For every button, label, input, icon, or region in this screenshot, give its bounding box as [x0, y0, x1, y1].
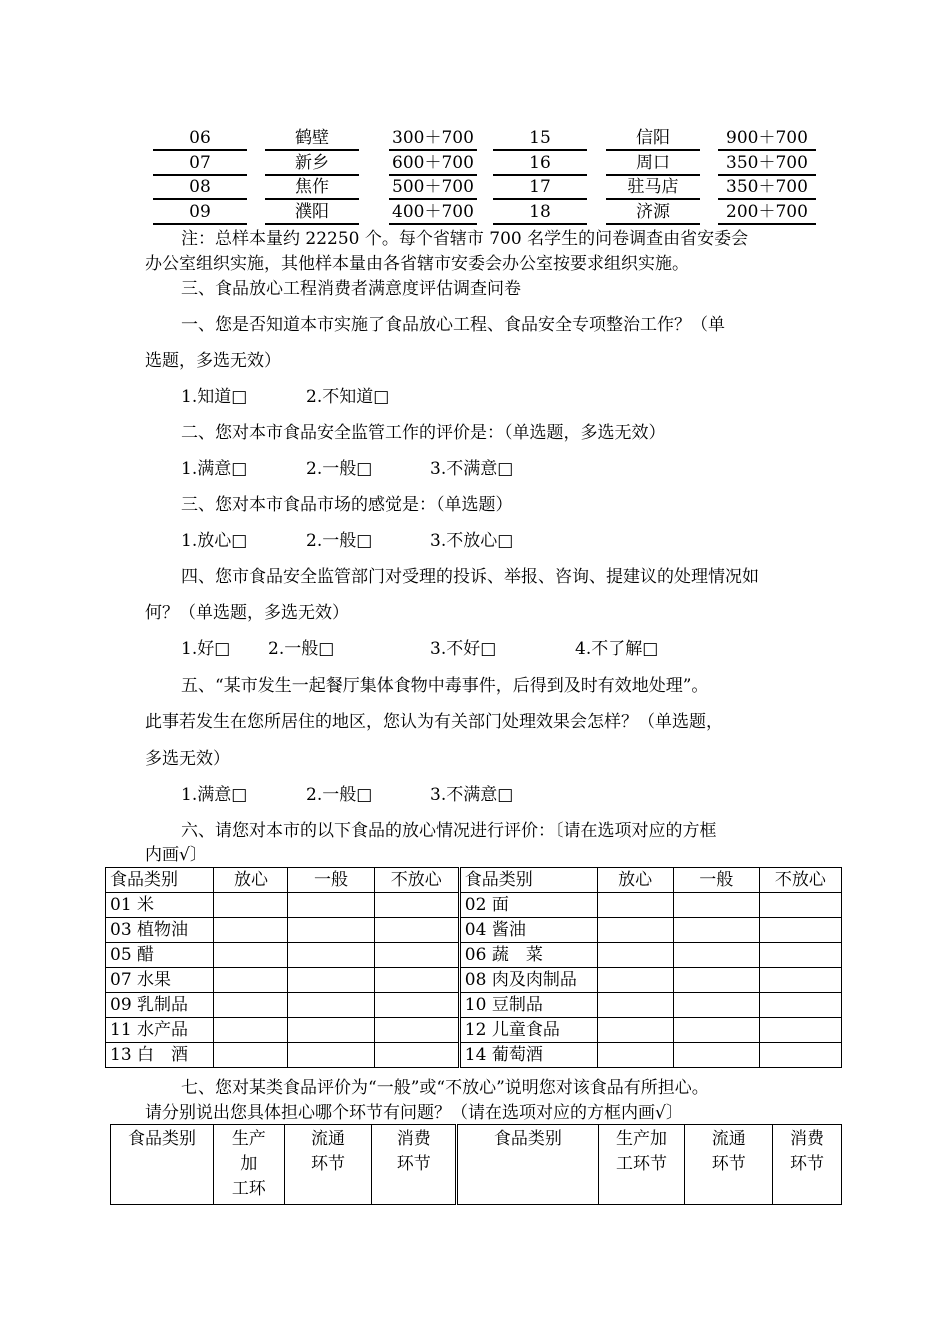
- food-category-cell: 05 醋: [106, 943, 214, 968]
- food-category-cell: 03 植物油: [106, 918, 214, 943]
- column-header: 流通 环节: [284, 1125, 372, 1205]
- rating-checkbox-cell[interactable]: [288, 918, 374, 943]
- column-header: 生产加 工环节: [598, 1125, 685, 1205]
- food-category-cell: 12 儿童食品: [459, 1018, 597, 1043]
- sample-table-cell: 驻马店: [606, 176, 700, 200]
- column-header: 生产 加 工环: [213, 1125, 284, 1205]
- table-header-row: [111, 1125, 842, 1205]
- question-2-option-3[interactable]: 3.不满意□: [430, 459, 514, 479]
- sample-table-cell: 06: [153, 127, 247, 151]
- question-7-line-1: 七、您对某类食品评价为“一般”或“不放心”说明您对该食品有所担心。: [181, 1078, 709, 1098]
- column-header: 一般: [288, 868, 374, 893]
- column-header: 食品类别: [106, 868, 214, 893]
- rating-checkbox-cell[interactable]: [374, 1018, 459, 1043]
- table-row: [106, 968, 842, 993]
- question-3-option-2[interactable]: 2.一般□: [306, 531, 373, 551]
- rating-checkbox-cell[interactable]: [759, 893, 841, 918]
- question-2: 二、您对本市食品安全监管工作的评价是：（单选题，多选无效）: [181, 423, 666, 443]
- question-6-line-1: 六、请您对本市的以下食品的放心情况进行评价：〔请在选项对应的方框: [181, 821, 717, 841]
- rating-checkbox-cell[interactable]: [673, 918, 759, 943]
- sample-table-cell: 濮阳: [265, 201, 359, 225]
- table-row: [106, 1043, 842, 1068]
- question-4-option-2[interactable]: 2.一般□: [268, 639, 335, 659]
- question-5-option-2[interactable]: 2.一般□: [306, 785, 373, 805]
- concern-stage-table: [110, 1124, 842, 1205]
- rating-checkbox-cell[interactable]: [288, 1018, 374, 1043]
- rating-checkbox-cell[interactable]: [597, 1018, 673, 1043]
- question-1-line-2: 选题，多选无效）: [145, 351, 281, 371]
- rating-checkbox-cell[interactable]: [597, 893, 673, 918]
- rating-checkbox-cell[interactable]: [288, 1043, 374, 1068]
- food-category-cell: 10 豆制品: [459, 993, 597, 1018]
- sample-table-cell: 08: [153, 176, 247, 200]
- question-5-line-2: 此事若发生在您所居住的地区，您认为有关部门处理效果会怎样？（单选题，: [145, 712, 723, 732]
- rating-checkbox-cell[interactable]: [597, 1043, 673, 1068]
- rating-checkbox-cell[interactable]: [374, 893, 459, 918]
- sample-table-cell: 18: [493, 201, 587, 225]
- rating-checkbox-cell[interactable]: [288, 943, 374, 968]
- column-header: 食品类别: [457, 1125, 598, 1205]
- rating-checkbox-cell[interactable]: [597, 918, 673, 943]
- sample-table-cell: 09: [153, 201, 247, 225]
- rating-checkbox-cell[interactable]: [673, 993, 759, 1018]
- question-6-line-2: 内画√〕: [145, 845, 207, 865]
- column-header: 消费 环节: [773, 1125, 842, 1205]
- sample-table-cell: 焦作: [265, 176, 359, 200]
- column-header: 流通 环节: [685, 1125, 773, 1205]
- rating-checkbox-cell[interactable]: [673, 893, 759, 918]
- food-category-cell: 07 水果: [106, 968, 214, 993]
- question-5-option-3[interactable]: 3.不满意□: [430, 785, 514, 805]
- question-4-option-4[interactable]: 4.不了解□: [575, 639, 659, 659]
- question-1-line-1: 一、您是否知道本市实施了食品放心工程、食品安全专项整治工作？（单: [181, 315, 725, 335]
- question-5-line-3: 多选无效）: [145, 749, 230, 769]
- question-1-option-1[interactable]: 1.知道□: [181, 387, 248, 407]
- food-category-cell: 06 蔬 菜: [459, 943, 597, 968]
- rating-checkbox-cell[interactable]: [214, 893, 288, 918]
- question-3-option-3[interactable]: 3.不放心□: [430, 531, 514, 551]
- rating-checkbox-cell[interactable]: [673, 943, 759, 968]
- question-4-line-2: 何？（单选题，多选无效）: [145, 603, 349, 623]
- column-header: 食品类别: [111, 1125, 214, 1205]
- table-row: [106, 943, 842, 968]
- sample-table-cell: 400＋700: [389, 201, 477, 225]
- sample-table-cell: 济源: [606, 201, 700, 225]
- food-category-cell: 13 白 酒: [106, 1043, 214, 1068]
- sample-table-cell: 16: [493, 152, 587, 176]
- sample-table-cell: 350＋700: [718, 152, 816, 176]
- rating-checkbox-cell[interactable]: [288, 893, 374, 918]
- column-header: 不放心: [759, 868, 841, 893]
- column-header: 不放心: [374, 868, 459, 893]
- food-category-cell: 09 乳制品: [106, 993, 214, 1018]
- sample-table-cell: 600＋700: [389, 152, 477, 176]
- food-category-cell: 04 酱油: [459, 918, 597, 943]
- rating-checkbox-cell[interactable]: [597, 943, 673, 968]
- rating-checkbox-cell[interactable]: [214, 968, 288, 993]
- question-2-option-2[interactable]: 2.一般□: [306, 459, 373, 479]
- rating-checkbox-cell[interactable]: [597, 968, 673, 993]
- sample-table-cell: 15: [493, 127, 587, 151]
- rating-checkbox-cell[interactable]: [759, 1043, 841, 1068]
- rating-checkbox-cell[interactable]: [759, 943, 841, 968]
- sample-table-cell: 新乡: [265, 152, 359, 176]
- section-title: 三、食品放心工程消费者满意度评估调查问卷: [181, 279, 521, 299]
- rating-checkbox-cell[interactable]: [374, 943, 459, 968]
- question-3-option-1[interactable]: 1.放心□: [181, 531, 248, 551]
- sample-table-cell: 17: [493, 176, 587, 200]
- question-3: 三、您对本市食品市场的感觉是：（单选题）: [181, 495, 513, 515]
- sample-table-cell: 周口: [606, 152, 700, 176]
- sample-table-cell: 900＋700: [718, 127, 816, 151]
- food-category-cell: 08 肉及肉制品: [459, 968, 597, 993]
- question-1-option-2[interactable]: 2.不知道□: [306, 387, 390, 407]
- sample-table-cell: 鹤壁: [265, 127, 359, 151]
- column-header: 食品类别: [459, 868, 597, 893]
- food-category-cell: 01 米: [106, 893, 214, 918]
- rating-checkbox-cell[interactable]: [759, 968, 841, 993]
- question-4-option-1[interactable]: 1.好□: [181, 639, 231, 659]
- rating-checkbox-cell[interactable]: [673, 1018, 759, 1043]
- rating-checkbox-cell[interactable]: [759, 918, 841, 943]
- rating-checkbox-cell[interactable]: [288, 993, 374, 1018]
- rating-checkbox-cell[interactable]: [673, 968, 759, 993]
- rating-checkbox-cell[interactable]: [374, 1043, 459, 1068]
- food-category-cell: 11 水产品: [106, 1018, 214, 1043]
- question-5-line-1: 五、“某市发生一起餐厅集体食物中毒事件，后得到及时有效地处理”。: [181, 676, 709, 696]
- question-5-option-1[interactable]: 1.满意□: [181, 785, 248, 805]
- rating-checkbox-cell[interactable]: [214, 918, 288, 943]
- food-category-cell: 14 葡萄酒: [459, 1043, 597, 1068]
- rating-checkbox-cell[interactable]: [673, 1043, 759, 1068]
- column-header: 放心: [597, 868, 673, 893]
- rating-checkbox-cell[interactable]: [214, 1018, 288, 1043]
- sample-table-cell: 信阳: [606, 127, 700, 151]
- question-4-line-1: 四、您市食品安全监管部门对受理的投诉、举报、咨询、提建议的处理情况如: [181, 567, 759, 587]
- column-header: 一般: [673, 868, 759, 893]
- rating-checkbox-cell[interactable]: [214, 993, 288, 1018]
- rating-checkbox-cell[interactable]: [374, 993, 459, 1018]
- table-header-row: [106, 868, 842, 893]
- rating-checkbox-cell[interactable]: [374, 918, 459, 943]
- sample-table-cell: 07: [153, 152, 247, 176]
- food-category-cell: 02 面: [459, 893, 597, 918]
- sample-table-cell: 350＋700: [718, 176, 816, 200]
- table-row: [106, 1018, 842, 1043]
- rating-checkbox-cell[interactable]: [214, 943, 288, 968]
- sample-table-cell: 500＋700: [389, 176, 477, 200]
- rating-checkbox-cell[interactable]: [288, 968, 374, 993]
- rating-checkbox-cell[interactable]: [759, 1018, 841, 1043]
- rating-checkbox-cell[interactable]: [374, 968, 459, 993]
- question-7-line-2: 请分别说出您具体担心哪个环节有问题？（请在选项对应的方框内画√〕: [145, 1103, 683, 1123]
- note-line-2: 办公室组织实施，其他样本量由各省辖市安委会办公室按要求组织实施。: [145, 254, 689, 274]
- column-header: 消费 环节: [372, 1125, 457, 1205]
- rating-checkbox-cell[interactable]: [597, 993, 673, 1018]
- sample-table-cell: 200＋700: [718, 201, 816, 225]
- question-4-option-3[interactable]: 3.不好□: [430, 639, 497, 659]
- question-2-option-1[interactable]: 1.满意□: [181, 459, 248, 479]
- sample-table-cell: 300＋700: [389, 127, 477, 151]
- table-row: [106, 993, 842, 1018]
- column-header: 放心: [214, 868, 288, 893]
- food-rating-table: [105, 867, 842, 1068]
- table-row: [106, 918, 842, 943]
- table-row: [106, 893, 842, 918]
- note-line-1: 注：总样本量约 22250 个。每个省辖市 700 名学生的问卷调查由省安委会: [181, 229, 749, 249]
- rating-checkbox-cell[interactable]: [759, 993, 841, 1018]
- rating-checkbox-cell[interactable]: [214, 1043, 288, 1068]
